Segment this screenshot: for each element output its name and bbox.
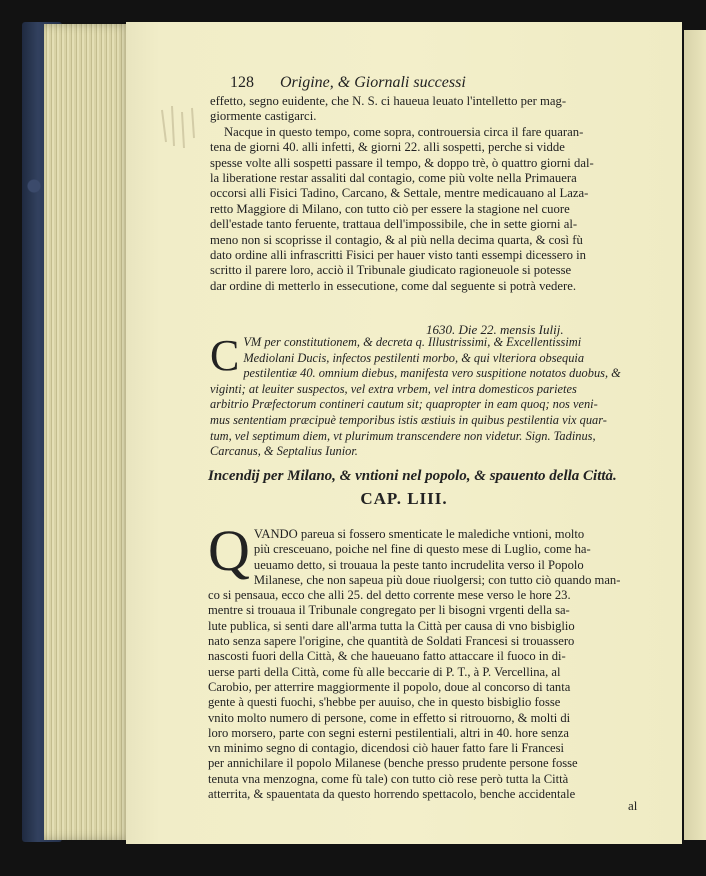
chapter-body [208,518,654,802]
text-line: arbitrio Præfectorum contineri cautum sit; quapropter in eam quoq; nos veni- [210,397,598,412]
text-line: co si pensaua, ecco che alli 25. del detto corrente mese verso le hore 23. [208,588,571,603]
text-line: giormente castigarci. [210,109,317,124]
text-line: vnito molto numero di persone, come in effetto si ritrouorno, & molti di [208,710,571,725]
text-line: più cresceuano, poiche nel fine di questo mese di Luglio, come ha- [253,542,591,557]
page-number: 128 [230,74,254,91]
text-line: dato ordine alli infrascritti Fisici per hauer visto tanti essempi dicessero in [210,248,586,263]
text-line: pestilentiæ 40. omnium diebus, manifesta vero suspitione notatos duobus, & [243,366,621,381]
text-line: Milanese, che non sapeua più doue riuolgersi; con tutto ciò quando man- [253,572,621,587]
text-line: dar ordine di metterlo in essecutione, come dal seguente si potrà vedere. [210,278,577,293]
chapter-number: CAP. LIII. [360,489,448,508]
text-line: Carobio, per atterrire maggiormente il popolo, doue al concorso di tanta [208,679,571,694]
text-line: ueuamo detto, si trouaua la peste tanto incrudelita verso il Popolo [253,557,584,572]
text-line: loro morsero, parte con segni esterni pestilentiali, altri in 40. hore senza [208,725,569,740]
text-line: dell'estade tanto feruente, trattaua dell'impossibile, che in sette giorni al- [210,217,578,232]
text-line: uerse parti della Città, come fù alle beccarie di P. T., à P. Vercellina, al [208,664,561,679]
text-line: mentre si trouaua il Tribunale congregato per li bisogni vrgenti della sa- [208,603,570,618]
text-line: retto Maggiore di Milano, con tutto ciò per essere la stagione nel cuore [210,201,570,216]
running-title: Origine, & Giornali successi [280,74,466,91]
text-line: occorsi alli Fisici Tadino, Carcano, & Settale, mentre medicauano al Laza- [210,186,589,201]
text-line: vn minimo segno di contagio, dicendosi ciò hauer fatto fare li Francesi [208,741,565,756]
text-line: effetto, segno euidente, che N. S. ci haueua leuato l'intelletto per mag- [210,94,567,108]
decree-text [210,331,650,460]
text-line: atterrita, & spauentata da questo horrendo spettacolo, benche accidentale [208,787,576,802]
body-cap-rest: VANDO [253,527,298,541]
text-line: gente à questi fuochi, s'hebbe per auuiso, che in questo bisbiglio fosse [208,695,561,710]
decree-date: 1630. Die 22. mensis Iulij. [426,322,564,337]
catchword: al [628,798,638,813]
paragraph-continuation [210,94,650,294]
chapter-title: Incendij per Milano, & vntioni nel popolo, & spauento della Città. [208,468,617,484]
text-line: tenuta vna menzogna, come fù tale) con tutto ciò rese però tutta la Città [208,771,569,786]
book-page [126,22,682,844]
text-line: la liberatione restar assaliti dal contagio, come più volte nella Primauera [210,171,577,186]
body-dropcap: Q [208,518,250,583]
text-line: lute publica, si senti dare all'arma tutta la Città per causa di vno bisbiglio [208,618,575,633]
text-line: scritto il parere loro, acciò il Tribunale giudicato ragioneuole si potesse [210,263,572,278]
text-line: Mediolani Ducis, infectos pestilenti morbo, & qui vlteriora obsequia [243,350,585,365]
page-edges [44,24,132,840]
text-line: tena de giorni 40. alli infetti, & giorni 22. alli sospetti, perche si vidde [210,140,565,155]
text-line: tum, vel septimum diem, vt plurimum transcendere non videtur. Sign. Tadinus, [210,428,596,443]
decree-dropcap: C [210,331,240,380]
text-line: mus sententiam præcipuè temporibus istis æstiuis in quibus pestilentia vix quar- [210,412,607,427]
text-line: viginti; at leuiter suspectos, vel extra vrbem, vel intra domesticos parietes [210,381,577,396]
ink-bleed-marks [152,102,212,162]
facing-page-edge [684,30,706,840]
text-line: meno non si scoprisse il contagio, & al più nella decima quarta, & così fù [210,232,583,247]
text-line: per annichilare il popolo Milanese (benche presso prudente persone fosse [208,756,578,771]
text-line: nascosti fuori della Città, & che haueuano fatto attaccare il fuoco in di- [208,649,566,664]
text-line: spesse volte alli sospetti passare il tempo, & doppo trè, ò quattro giorni dal- [210,155,594,170]
text-line: pareua si fossero smenticate le malediche vntioni, molto [297,527,585,541]
running-header [230,74,650,92]
text-line: Nacque in questo tempo, come sopra, controuersia circa il fare quaran- [224,124,584,139]
text-line: Carcanus, & Septalius Iunior. [210,444,358,459]
text-line: nato senza sapere l'origine, che quantità de Soldati Francesi si trouassero [208,634,575,649]
decree-cap-rest: VM [243,335,262,349]
text-line: per constitutionem, & decreta q. Illustrissimi, & Excellentissimi [261,335,582,349]
